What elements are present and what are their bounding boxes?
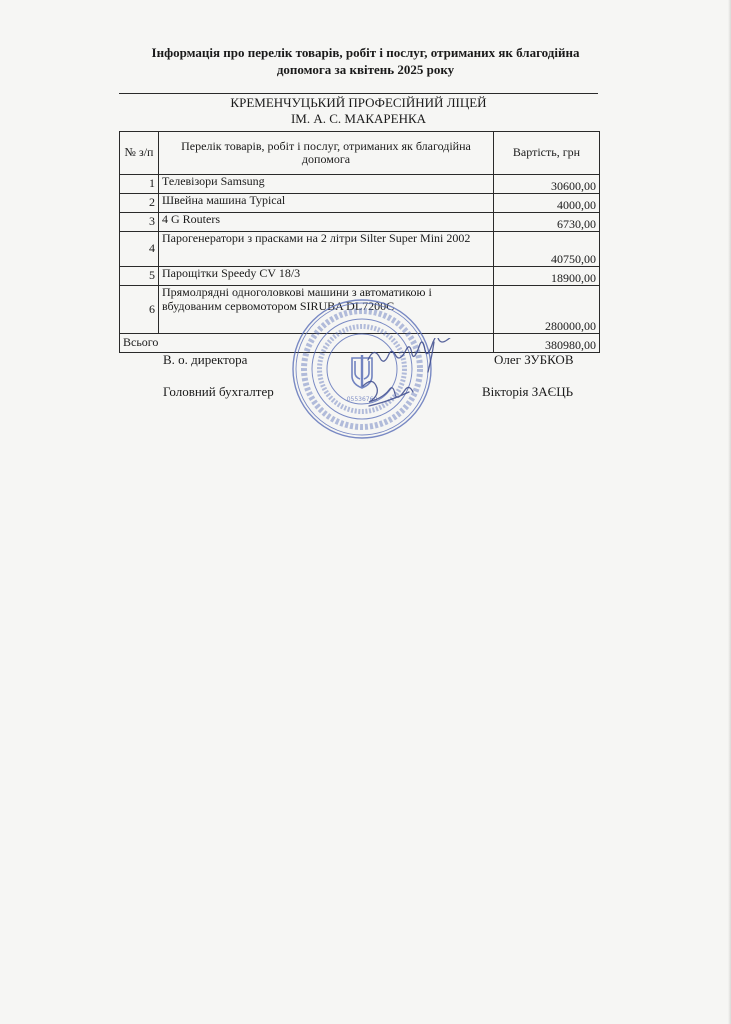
header-divider — [119, 93, 598, 94]
row-num: 2 — [120, 194, 159, 213]
row-name: Прямолрядні одноголовкові машини з автоматикою і вбудованим сервомотором SIRUBA DL7200C — [159, 286, 494, 334]
table-row — [120, 175, 600, 194]
title-line-1: Інформація про перелік товарів, робіт і послуг, отриманих як благодійна — [151, 45, 580, 60]
row-name: Парогенератори з прасками на 2 літри Silter Super Mini 2002 — [159, 232, 494, 267]
header-name: Перелік товарів, робіт і послуг, отриманих як благодійна допомога — [159, 132, 494, 175]
row-cost: 280000,00 — [494, 286, 600, 334]
table-header-row — [120, 132, 600, 175]
org-line-2: ІМ. А. С. МАКАРЕНКА — [290, 111, 427, 126]
organization-name — [119, 95, 598, 127]
title-line-2: допомога за квітень 2025 року — [276, 62, 455, 77]
total-label: Всього — [120, 334, 494, 353]
row-num: 6 — [120, 286, 159, 334]
document-title — [100, 44, 631, 78]
row-name: Парощітки Speedy CV 18/3 — [159, 267, 494, 286]
accountant-name: Вікторія ЗАЄЦЬ — [482, 384, 574, 399]
table-row — [120, 194, 600, 213]
row-name: Швейна машина Typical — [159, 194, 494, 213]
row-num: 3 — [120, 213, 159, 232]
header-cost: Вартість, грн — [494, 132, 600, 175]
table-row — [120, 232, 600, 267]
row-name: 4 G Routers — [159, 213, 494, 232]
accountant-signature — [357, 372, 427, 412]
row-cost: 18900,00 — [494, 267, 600, 286]
row-cost: 6730,00 — [494, 213, 600, 232]
director-name: Олег ЗУБКОВ — [494, 352, 574, 367]
director-signature — [364, 338, 474, 376]
row-cost: 4000,00 — [494, 194, 600, 213]
row-cost: 40750,00 — [494, 232, 600, 267]
table-row — [120, 213, 600, 232]
accountant-label: Головний бухгалтер — [163, 384, 274, 399]
row-num: 4 — [120, 232, 159, 267]
row-name: Телевізори Samsung — [159, 175, 494, 194]
total-value: 380980,00 — [494, 334, 600, 353]
row-cost: 30600,00 — [494, 175, 600, 194]
director-label: В. о. директора — [163, 352, 248, 367]
table-row — [120, 267, 600, 286]
org-line-1: КРЕМЕНЧУЦЬКИЙ ПРОФЕСІЙНИЙ ЛІЦЕЙ — [230, 95, 487, 110]
row-num: 1 — [120, 175, 159, 194]
header-num: № з/п — [120, 132, 159, 175]
row-num: 5 — [120, 267, 159, 286]
svg-text:05536760: 05536760 — [346, 396, 378, 403]
